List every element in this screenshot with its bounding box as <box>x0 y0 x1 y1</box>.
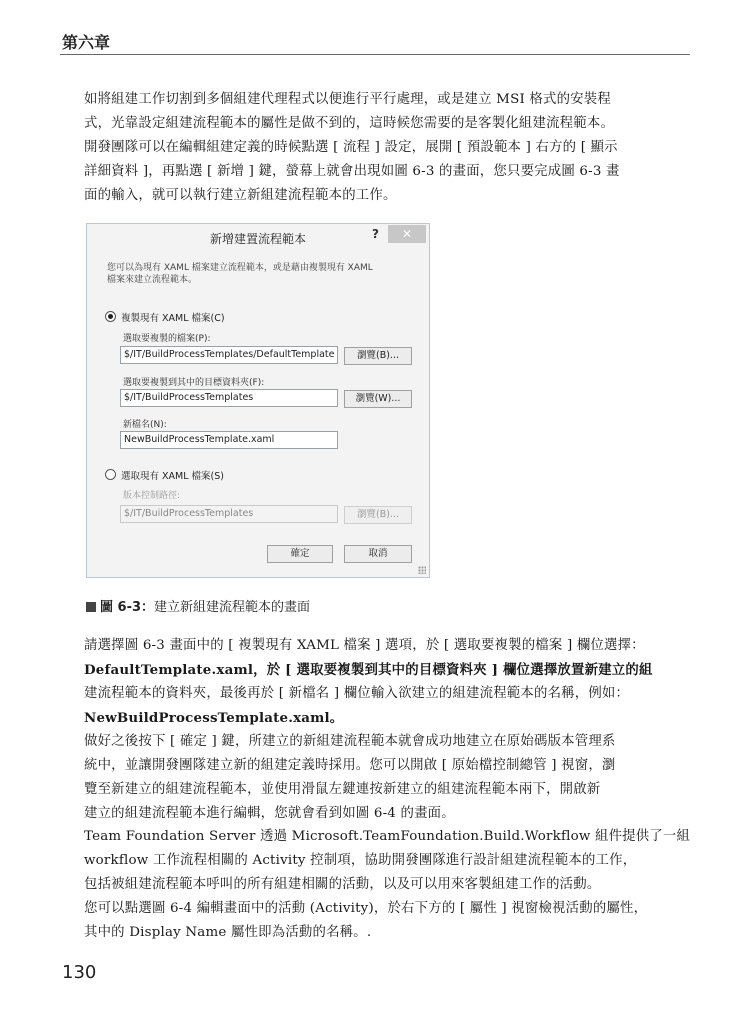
paragraph-line: 式，光靠設定組建流程範本的屬性是做不到的，這時候您需要的是客製化組建流程範本。 <box>84 116 615 131</box>
paragraph-4 <box>84 730 659 826</box>
paragraph-line: 建流程範本的資料夾，最後再於 [ 新檔名 ] 欄位輸入欲建立的組建流程範本的名稱，例如： <box>84 686 630 701</box>
dialog-description-line: 您可以為現有 XAML 檔案建立流程範本，或是藉由複製現有 XAML <box>107 263 373 273</box>
target-folder-input[interactable]: $/IT/BuildProcessTemplates <box>120 389 338 407</box>
new-build-process-template-dialog <box>86 223 430 578</box>
paragraph-line: 其中的 Display Name 屬性即為活動的名稱。. <box>84 925 372 940</box>
paragraph-line: workflow 工作流程相關的 Activity 控制項，協助開發團隊進行設計組建流程範本的工作， <box>84 853 637 868</box>
source-path-input[interactable]: $/IT/BuildProcessTemplates <box>120 505 338 523</box>
dialog-titlebar <box>87 224 429 250</box>
paragraph-line: 詳細資料 ]，再點選 [ 新增 ] 鍵，螢幕上就會出現如圖 6-3 的畫面，您只要完成圖 6-3 畫 <box>84 164 620 179</box>
paragraph-line: 做好之後按下 [ 確定 ] 鍵，所建立的新組建流程範本就會成功地建立在原始碼版本管理系 <box>84 734 616 749</box>
browse-folder-button[interactable]: 瀏覽(W)... <box>344 390 412 408</box>
paragraph-line: 面的輸入，就可以執行建立新組建流程範本的工作。 <box>84 188 397 203</box>
new-name-label: 新檔名(N): <box>123 420 167 430</box>
paragraph-line: 請選擇圖 6-3 畫面中的 [ 複製現有 XAML 檔案 ] 選項，於 [ 選取要複製的檔案 ] 欄位選擇： <box>84 638 645 653</box>
ok-button[interactable]: 確定 <box>267 545 333 563</box>
paragraph-line: 覽至新建立的組建流程範本，並使用滑鼠左鍵連按新建立的組建流程範本兩下，開啟新 <box>84 782 601 797</box>
header-rule <box>60 54 690 55</box>
copy-file-input[interactable]: $/IT/BuildProcessTemplates/DefaultTemplate <box>120 346 338 364</box>
copy-file-label: 選取要複製的檔案(P): <box>123 334 211 344</box>
select-existing-radio[interactable] <box>105 469 116 480</box>
resize-grip-icon[interactable] <box>418 566 426 574</box>
cancel-button[interactable]: 取消 <box>344 545 412 563</box>
paragraph-line: 您可以點選圖 6-4 編輯畫面中的活動 (Activity)，於右下方的 [ 屬性 ] 視窗檢視活動的屬性， <box>84 901 648 916</box>
paragraph-6 <box>84 897 659 945</box>
target-folder-label: 選取要複製到其中的目標資料夾(F): <box>123 378 265 388</box>
paragraph-line: 開發團隊可以在編輯組建定義的時候點選 [ 流程 ] 設定，展開 [ 預設範本 ] 右方的 [ 顯示 <box>84 140 618 155</box>
new-name-input[interactable]: NewBuildProcessTemplate.xaml <box>120 431 338 449</box>
copy-existing-radio[interactable] <box>105 311 116 322</box>
dialog-title: 新增建置流程範本 <box>209 232 306 246</box>
copy-existing-label: 複製現有 XAML 檔案(C) <box>121 313 225 324</box>
paragraph-2 <box>84 136 659 208</box>
paragraph-line: 包括被組建流程範本呼叫的所有組建相關的活動，以及可以用來客製組建工作的活動。 <box>84 877 601 892</box>
caption-text: 建立新組建流程範本的畫面 <box>154 600 311 615</box>
dialog-description <box>107 262 407 286</box>
chapter-title: 第六章 <box>62 33 111 52</box>
help-icon[interactable]: ? <box>372 227 379 241</box>
browse-file-button[interactable]: 瀏覽(B)... <box>344 347 412 365</box>
paragraph-5 <box>84 825 691 897</box>
paragraph-line: 如將組建工作切割到多個組建代理程式以便進行平行處理，或是建立 MSI 格式的安裝程 <box>84 92 611 107</box>
paragraph-line: DefaultTemplate.xaml，於 [ 選取要複製到其中的目標資料夾 ] 欄位選擇放置新建立的組 <box>84 662 653 678</box>
figure-caption <box>86 596 310 615</box>
paragraph-3 <box>84 634 659 730</box>
paragraph-line: Team Foundation Server 透過 Microsoft.TeamFoundation.Build.Workflow 組件提供了一組 <box>84 829 691 844</box>
paragraph-line: 統中，並讓開發團隊建立新的組建定義時採用。您可以開啟 [ 原始檔控制總管 ] 視窗，瀏 <box>84 758 616 773</box>
caption-number: 圖 6-3： <box>100 600 155 615</box>
select-existing-label: 選取現有 XAML 檔案(S) <box>121 471 224 482</box>
paragraph-1 <box>84 88 659 136</box>
caption-marker-icon <box>86 602 96 612</box>
browse-source-button[interactable]: 瀏覽(B)... <box>344 506 412 524</box>
dialog-description-line: 檔案來建立流程範本。 <box>107 275 198 285</box>
paragraph-line: NewBuildProcessTemplate.xaml。 <box>84 710 344 726</box>
page-number: 130 <box>62 962 97 983</box>
source-path-label: 版本控制路徑: <box>123 491 181 501</box>
close-icon[interactable]: ✕ <box>388 225 426 243</box>
paragraph-line: 建立的組建流程範本進行編輯，您就會看到如圖 6-4 的畫面。 <box>84 806 455 821</box>
